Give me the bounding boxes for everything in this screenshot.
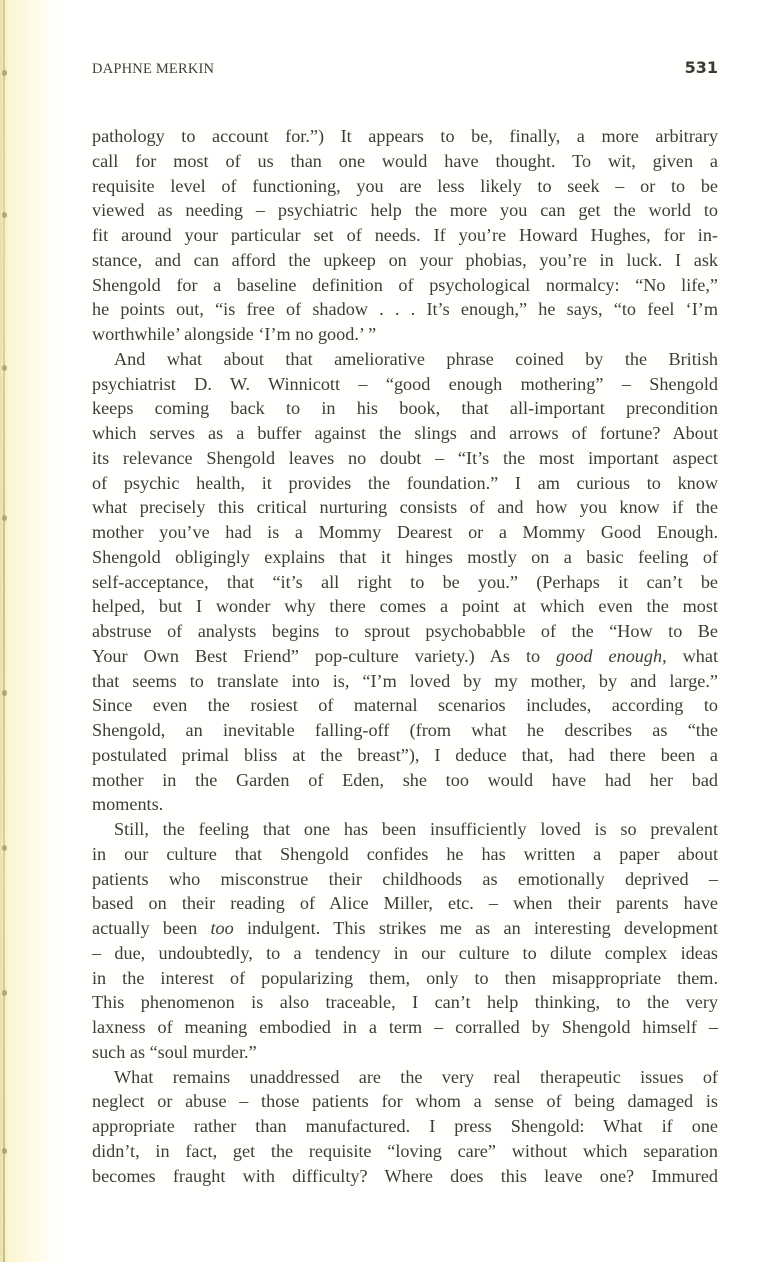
text-line: pathology to account for.”) It appears to be, finally, a more arbitrary [92,126,718,146]
text-line: becomes fraught with difficulty? Where does this leave one? Immured [92,1165,718,1186]
running-head-author: DAPHNE MERKIN [92,61,215,77]
text-line: viewed as needing – psychiatric help the more you can get the world to [92,200,718,221]
text-line: Shengold for a baseline definition of psychological normalcy: “No life,” [92,274,718,295]
text-line: Since even the rosiest of maternal scenarios includes, according to [92,695,718,716]
binding-stitch-mark [2,515,7,521]
text-line: mother you’ve had is a Mommy Dearest or a Mommy Good Enough. [92,522,718,542]
binding-stitch-mark [2,212,7,218]
text-line: psychiatrist D. W. Winnicott – “good enough mothering” – Shengold [92,373,718,394]
text-line: call for most of us than one would have thought. To wit, given a [92,150,718,171]
text-line: Shengold obligingly explains that it hinges mostly on a basic feeling of [92,546,718,567]
text-line: stance, and can afford the upkeep on your phobias, you’re in luck. I ask [92,249,718,270]
text-line: actually been too indulgent. This strikes me as an interesting development [92,918,718,938]
italic-phrase: good enough [556,645,663,666]
text-line: Shengold, an inevitable falling-off (from what he describes as “the [92,720,718,740]
body-text [92,124,718,1188]
text-line: of psychic health, it provides the foundation.” I am curious to know [92,472,718,493]
text-line: fit around your particular set of needs. If you’re Howard Hughes, for in- [92,225,718,245]
binding-stitch-mark [2,690,7,696]
text-line: And what about that ameliorative phrase coined by the British [114,348,718,369]
text-line: which serves as a buffer against the slings and arrows of fortune? About [92,423,718,443]
text-line: its relevance Shengold leaves no doubt – “It’s the most important aspect [92,447,718,468]
text-line: keeps coming back to in his book, that all-important precondition [92,398,718,419]
text-line: What remains unaddressed are the very real therapeutic issues of [114,1066,718,1087]
text-line: postulated primal bliss at the breast”), I deduce that, had there been a [92,744,718,765]
text-line: neglect or abuse – those patients for whom a sense of being damaged is [92,1091,718,1112]
binding-edge [3,0,5,1262]
text-line: based on their reading of Alice Miller, etc. – when their parents have [92,893,718,914]
text-line: Still, the feeling that one has been insufficiently loved is so prevalent [114,819,718,839]
binding-stitch-mark [2,1148,7,1154]
text-line: laxness of meaning embodied in a term – corralled by Shengold himself – [92,1017,718,1037]
text-line: appropriate rather than manufactured. I press Shengold: What if one [92,1116,718,1136]
text-line: in the interest of popularizing them, only to then misappropriate them. [92,967,718,988]
text-line: self-acceptance, that “it’s all right to be you.” (Perhaps it can’t be [92,571,718,592]
text-line: he points out, “is free of shadow . . . It’s enough,” he says, “to feel ‘I’m [92,299,718,320]
binding-stitch-mark [2,845,7,851]
text-line: abstruse of analysts begins to sprout psychobabble of the “How to Be [92,621,718,641]
text-line: This phenomenon is also traceable, I can’t help thinking, to the very [92,992,718,1013]
text-line: moments. [92,794,164,815]
text-line: requisite level of functioning, you are less likely to seek – or to be [92,175,718,196]
text-line: didn’t, in fact, get the requisite “loving care” without which separation [92,1140,718,1161]
italic-phrase: too [210,918,234,938]
text-line: patients who misconstrue their childhoods as emotionally deprived – [92,868,718,889]
page-gutter-shadow [0,0,60,1262]
text-line: worthwhile’ alongside ‘I’m no good.’ ” [92,324,377,344]
text-line: that seems to translate into is, “I’m loved by my mother, by and large.” [92,670,718,691]
binding-stitch-mark [2,70,7,76]
page-number: 531 [684,58,718,77]
text-line: helped, but I wonder why there comes a point at which even the most [92,596,718,617]
text-line: such as “soul murder.” [92,1041,257,1062]
binding-stitch-mark [2,365,7,371]
binding-stitch-mark [2,990,7,996]
text-line: Your Own Best Friend” pop-culture variety.) As to good enough, what [92,645,719,666]
text-line: in our culture that Shengold confides he has written a paper about [92,843,718,864]
text-line: – due, undoubtedly, to a tendency in our culture to dilute complex ideas [92,942,718,963]
text-line: mother in the Garden of Eden, she too would have had her bad [92,769,718,790]
text-line: what precisely this critical nurturing consists of and how you know if the [92,497,718,518]
